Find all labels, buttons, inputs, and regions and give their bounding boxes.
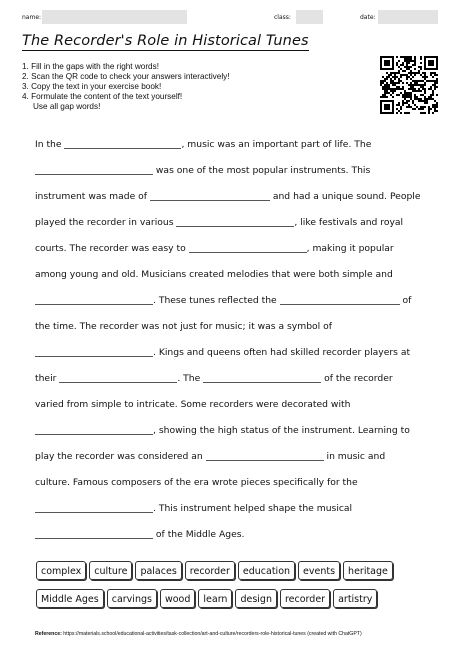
- word-chip[interactable]: heritage: [343, 561, 393, 580]
- word-chip[interactable]: design: [235, 589, 277, 608]
- passage-text: of the Middle Ages.: [153, 529, 245, 540]
- passage-text: was one of the most popular instruments. This: [153, 165, 371, 176]
- word-chip[interactable]: culture: [89, 561, 132, 580]
- class-label: class:: [274, 14, 291, 21]
- passage-line: [35, 236, 430, 262]
- qr-code-icon[interactable]: [380, 56, 438, 114]
- passage-text: . This instrument helped shape the musical: [153, 503, 353, 514]
- passage-text: , like festivals and royal: [294, 217, 404, 228]
- gap-blank[interactable]: [35, 294, 153, 305]
- instruction-item: Use all gap words!: [33, 102, 101, 111]
- word-chip[interactable]: recorder: [185, 561, 235, 580]
- reference-line: [35, 631, 362, 637]
- passage-text: varied from simple to intricate. Some recorders were decorated with: [35, 399, 351, 410]
- class-field[interactable]: [296, 10, 323, 24]
- word-chip[interactable]: wood: [160, 589, 195, 608]
- passage-text: culture. Famous composers of the era wrote pieces specifically for the: [35, 477, 358, 488]
- instruction-item: 4. Formulate the content of the text yourself!: [22, 92, 183, 101]
- passage-line: [35, 158, 430, 184]
- gap-blank[interactable]: [59, 372, 177, 383]
- passage-line: [35, 392, 430, 418]
- passage-line: [35, 340, 430, 366]
- passage-text: among young and old. Musicians created melodies that were both simple and: [35, 269, 393, 280]
- gap-blank[interactable]: [64, 138, 181, 149]
- passage-text: play the recorder was considered an: [35, 451, 206, 462]
- gap-blank[interactable]: [150, 190, 270, 201]
- passage-line: [35, 210, 430, 236]
- passage-text: In the: [35, 139, 65, 150]
- passage-text: of the recorder: [321, 373, 393, 384]
- word-chip[interactable]: events: [298, 561, 340, 580]
- passage-text: their: [35, 373, 60, 384]
- gap-blank[interactable]: [280, 294, 400, 305]
- instructions: [22, 62, 230, 112]
- reference-label: Reference:: [35, 631, 62, 637]
- passage-line: [35, 132, 430, 158]
- passage-line: [35, 314, 430, 340]
- passage-text: in music and: [323, 451, 386, 462]
- instruction-item: 3. Copy the text in your exercise book!: [22, 82, 162, 91]
- name-field[interactable]: [42, 10, 187, 24]
- date-field[interactable]: [378, 10, 438, 24]
- instruction-item: 1. Fill in the gaps with the right words!: [22, 62, 159, 71]
- gap-blank[interactable]: [35, 164, 153, 175]
- passage-text: . Kings and queens often had skilled recorder players at: [153, 347, 411, 358]
- passage-line: [35, 496, 430, 522]
- passage-text: , showing the high status of the instrument. Learning to: [153, 425, 410, 436]
- gap-text-passage: [35, 132, 430, 548]
- gap-blank[interactable]: [35, 346, 153, 357]
- passage-line: [35, 522, 430, 548]
- word-bank-row: [36, 561, 396, 583]
- passage-text: the time. The recorder was not just for music; it was a symbol of: [35, 321, 332, 332]
- passage-text: , music was an important part of life. The: [181, 139, 372, 150]
- passage-text: and had a unique sound. People: [269, 191, 421, 202]
- passage-line: [35, 288, 430, 314]
- reference-link[interactable]: https://materials.school/educational-activities/task-collection/art-and-culture/recorders-role-historical-tunes (created with ChatGPT): [63, 631, 362, 637]
- passage-line: [35, 470, 430, 496]
- word-chip[interactable]: palaces: [135, 561, 181, 580]
- passage-text: . The: [177, 373, 204, 384]
- word-chip[interactable]: recorder: [280, 589, 330, 608]
- gap-blank[interactable]: [35, 424, 153, 435]
- gap-blank[interactable]: [176, 216, 294, 227]
- gap-blank[interactable]: [203, 372, 321, 383]
- passage-text: instrument was made of: [35, 191, 150, 202]
- date-label: date:: [360, 14, 376, 21]
- gap-blank[interactable]: [206, 450, 324, 461]
- instruction-item: 2. Scan the QR code to check your answers interactively!: [22, 72, 230, 81]
- header-fields: [0, 10, 460, 28]
- worksheet-title: The Recorder's Role in Historical Tunes: [22, 33, 309, 49]
- word-bank: [36, 561, 396, 617]
- passage-text: courts. The recorder was easy to: [35, 243, 189, 254]
- word-chip[interactable]: education: [238, 561, 295, 580]
- gap-blank[interactable]: [35, 528, 153, 539]
- name-label: name:: [22, 14, 42, 21]
- passage-text: , making it popular: [306, 243, 394, 254]
- passage-line: [35, 262, 430, 288]
- gap-blank[interactable]: [35, 502, 153, 513]
- word-chip[interactable]: artistry: [333, 589, 377, 608]
- word-chip[interactable]: carvings: [107, 589, 157, 608]
- passage-text: . These tunes reflected the: [153, 295, 280, 306]
- passage-text: played the recorder in various: [35, 217, 177, 228]
- passage-line: [35, 418, 430, 444]
- gap-blank[interactable]: [189, 242, 307, 253]
- word-chip[interactable]: complex: [36, 561, 86, 580]
- passage-line: [35, 366, 430, 392]
- word-chip[interactable]: Middle Ages: [36, 589, 104, 608]
- passage-text: of: [399, 295, 412, 306]
- passage-line: [35, 444, 430, 470]
- word-chip[interactable]: learn: [198, 589, 232, 608]
- passage-line: [35, 184, 430, 210]
- word-bank-row: [36, 589, 396, 611]
